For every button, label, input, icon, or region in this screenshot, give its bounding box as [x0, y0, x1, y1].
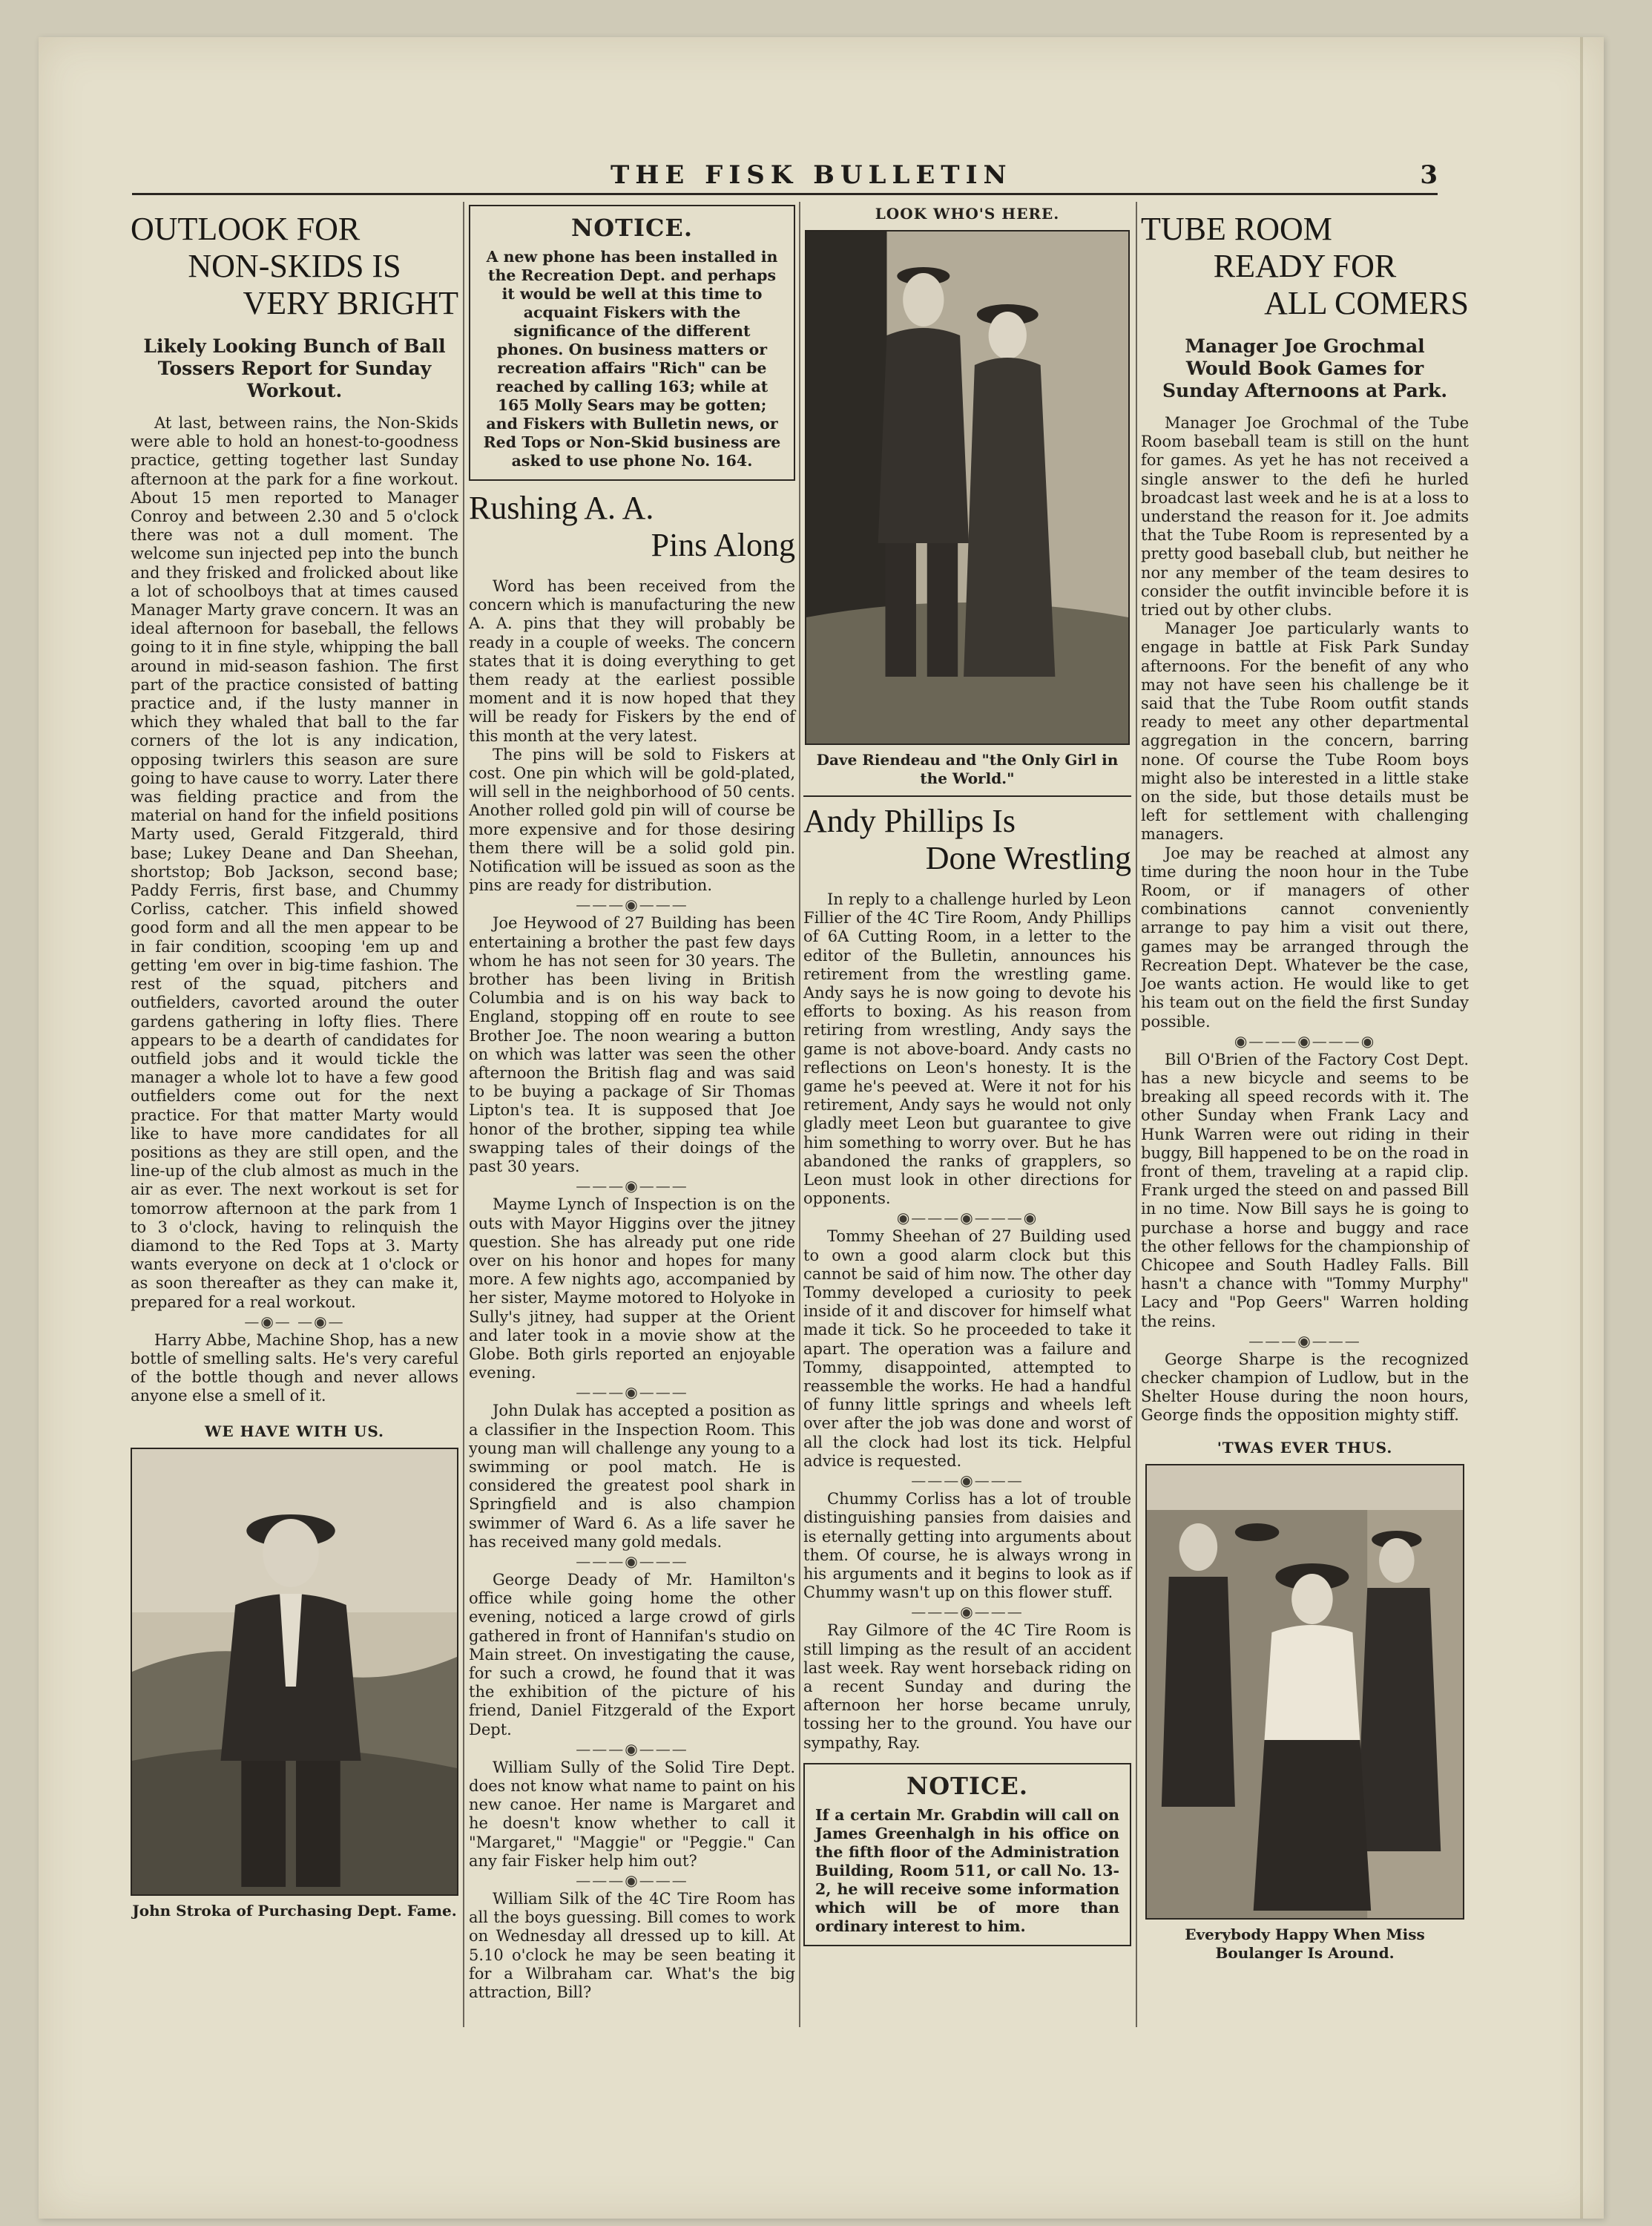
column-rule — [1136, 202, 1137, 2027]
photo-heading: WE HAVE WITH US. — [204, 1422, 385, 1440]
fisk-emblem-icon: ———◉——— — [1248, 1331, 1361, 1350]
item-abbe: Harry Abbe, Machine Shop, has a new bottle of smelling salts. He's very careful of the bottle though and never allows anyone else a smell of it. — [131, 1330, 458, 1405]
article-pins-1: Word has been received from the concern which is manufacturing the new A. A. pins that they will probably be ready in a couple of weeks. The concern states that it is doing everything to get them ready at the earliest possible moment and it is now hoped that they will be ready for Fiskers by the end of this month at the very latest. — [469, 577, 795, 745]
subhead-tube-room: Manager Joe Grochmal Would Book Games for Sunday Afternoons at Park. — [1162, 335, 1448, 401]
masthead: THE FISK BULLETIN — [611, 160, 1013, 190]
page-number: 3 — [1420, 160, 1438, 190]
column-4 — [1141, 205, 1469, 1963]
photo-image — [1147, 1465, 1463, 1918]
fisk-emblem-icon: ———◉——— — [576, 1177, 688, 1195]
page-header — [132, 160, 1438, 195]
notice-body: If a certain Mr. Grabdin will call on James Greenhalgh in his office on the fifth floor of the Administration Building, Room 511, or call No. 13-2, he will receive some information which will be of more than ordinary interest to him. — [815, 1805, 1119, 1935]
fisk-emblem-icon: ———◉——— — [911, 1603, 1024, 1621]
article-non-skids: At last, between rains, the Non-Skids were able to hold an honest-to-goodness practice, getting together last Sunday afternoon at the park for a fine workout. About 15 men reported to Manager Conroy and between 2.30 and 5 o'clock there was not a dull moment. The welcome sun injected pep into the bunch and they frisked and frolicked about like a lot of schoolboys that at times caused Manager Marty grave concern. It was an ideal afternoon for baseball, the fellows going to it in fine style, whipping the ball around in mid-season fashion. The first part of the practice consisted of batting practice and, if the lusty manner in which they whaled that ball to the far corners of the lot is any indication, opposing twirlers this season are sure going to have cause to worry. Later there was fielding practice and from the material on hand for the infield positions Marty used, Gerald Fitzgerald, third base; Lukey Deane and Dan Sheehan, shortstop; Bob Jackson, second base; Paddy Ferris, first base, and Chummy Corliss, catcher. This infield showed good form and all the men appear to be in fair condition, scooping 'em up and getting 'em over in big-time fashion. The rest of the squad, pitchers and outfielders, cavorted around the outer gardens gathering in lofty flies. There appears to be a dearth of candidates for outfield jobs and it would tickle the manager a whole lot to have a few good outfielders come out for the next practice. For that matter Marty would like to have more candidates for all positions as they are still open, and the line-up of the club almost as much in the air as ever. The next workout is set for tomorrow afternoon at the park from 1 to 3 o'clock, having to relinquish the diamond to the Red Tops at 3. Marty wants everyone on deck at 1 o'clock or as soon thereafter as they can make it, prepared for a real workout. — [131, 414, 458, 1311]
photo-image — [132, 1449, 457, 1894]
headline-line: Pins Along — [651, 527, 795, 563]
notice-body: A new phone has been installed in the Recreation Dept. and perhaps it would be well at this time to acquaint Fiskers with the significance of the different phones. On business matters or recreation affairs "Rich" can be reached by calling 163; while at 165 Molly Sears may be gotten; and Fiskers with Bulletin news, or Red Tops or Non-Skid business are asked to use phone No. 164. — [483, 248, 781, 470]
headline-line: NON-SKIDS IS — [188, 248, 401, 284]
fisk-emblem-icon: ———◉——— — [576, 1739, 688, 1758]
photo-miss-boulanger — [1145, 1464, 1464, 1920]
headline-pins — [469, 490, 795, 564]
headline-line: Andy Phillips Is — [803, 803, 1016, 839]
subhead-non-skids: Likely Looking Bunch of Ball Tossers Report for Sunday Workout. — [143, 335, 446, 401]
column-rule — [799, 202, 800, 2027]
headline-line: OUTLOOK FOR — [131, 211, 361, 247]
photo-heading: 'TWAS EVER THUS. — [1217, 1438, 1393, 1457]
item-sharpe: George Sharpe is the recognized checker champion of Ludlow, but in the Shelter House during the noon hours, George finds the opposition mighty stiff. — [1141, 1350, 1469, 1425]
column-rule — [463, 202, 464, 2027]
item-corliss: Chummy Corliss has a lot of trouble distinguishing pansies from daisies and is eternally getting into arguments about them. Of course, he is always wrong in his arguments and it begins to look as if Chummy wasn't up on this flower stuff. — [803, 1490, 1131, 1602]
photo-caption: Dave Riendeau and "the Only Girl in the World." — [816, 751, 1119, 787]
notice-box-phone — [469, 205, 795, 481]
item-lynch: Mayme Lynch of Inspection is on the outs with Mayor Higgins over the jitney question. She has already put one ride over on his honor and hopes for many more. A few nights ago, accompanied by her sister, Mayme motored to Holyoke in Sully's jitney, had supper at the Orient and later took in a movie show at the Globe. Both girls reported an enjoyable evening. — [469, 1195, 795, 1382]
column-2 — [469, 205, 795, 2002]
fisk-emblem-icon: —◉— —◉— — [244, 1312, 345, 1330]
item-sheehan: Tommy Sheehan of 27 Building used to own a good alarm clock but this cannot be said of him now. The other day Tommy developed a curiosity to peek inside of it and discover for himself what made it tick. So he proceeded to take it apart. The operation was a failure and Tommy, disappointed, attempted to reassemble the works. He had a handful of funny little springs and wheels left over after the job was done and worst of all the clock had lost its tick. Helpful advice is requested. — [803, 1227, 1131, 1470]
article-tube-room-3: Joe may be reached at almost any time during the noon hour in the Tube Room, or if managers of other combinations cannot conveniently arrange to pay him a visit out there, games may be arranged through the Recreation Dept. Whatever be the case, Joe wants action. He would like to get his team out on the field the first Sunday possible. — [1141, 844, 1469, 1031]
headline-line: Done Wrestling — [925, 840, 1131, 876]
item-silk: William Silk of the 4C Tire Room has all the boys guessing. Bill comes to work on Wednesday all dressed up to kill. At 5.10 o'clock he may be seen beating it for a Wilbraham car. What's the big attraction, Bill? — [469, 1890, 795, 2002]
article-tube-room-2: Manager Joe particularly wants to engage in battle at Fisk Park Sunday afternoons. For the benefit of any who may not have seen his challenge be it said that the Tube Room outfit stands ready to meet any other departmental aggregation in the concern, barring none. Of course the Tube Room boys might also be interested in a little stake on the side, but those details must be left for settlement with challenging managers. — [1141, 620, 1469, 844]
headline-line: READY FOR — [1213, 248, 1397, 284]
fisk-emblem-icon: ———◉——— — [576, 896, 688, 914]
fisk-emblem-icon: ———◉——— — [576, 1871, 688, 1889]
article-andy: In reply to a challenge hurled by Leon Fillier of the 4C Tire Room, Andy Phillips of 6A Cutting Room, in a letter to the editor of the Bulletin, announces his retirement from the wrestling game. Andy says he is now going to devote his efforts to boxing. As his reason from retiring from wrestling, Andy says the game is not above-board. Andy casts no reflections on Leon's honesty. It is the game he's peeved at. Were it not for his retirement, Andy says he would not only gladly meet Leon but guarantee to give him something to worry over. But he has abandoned the ranks of grapplers, so Leon must look in other directions for opponents. — [803, 890, 1131, 1208]
page-fold — [1580, 37, 1583, 2219]
column-1 — [131, 205, 458, 1920]
notice-box-grabdin — [803, 1763, 1131, 1946]
photo-john-stroka — [131, 1448, 458, 1896]
photo-heading: LOOK WHO'S HERE. — [875, 205, 1060, 223]
fisk-emblem-icon: ———◉——— — [911, 1471, 1024, 1490]
headline-non-skids — [131, 211, 458, 322]
item-sully: William Sully of the Solid Tire Dept. does not know what name to paint on his new canoe. Her name is Margaret and he doesn't know whether to call it "Margaret," "Maggie" or "Peggie." Can any fair Fisker help him out? — [469, 1758, 795, 1870]
photo-dave-riendeau — [805, 230, 1130, 745]
notice-title: NOTICE. — [906, 1771, 1028, 1800]
notice-title: NOTICE. — [571, 214, 693, 242]
item-obrien: Bill O'Brien of the Factory Cost Dept. has a new bicycle and seems to be breaking all speed records with it. The other Sunday when Frank Lacy and Hunk Warren were out riding in their buggy, Bill happened to be on the road in front of them, traveling at a rapid clip. Frank urged the steed on and passed Bill in no time. Now Bill says he is going to purchase a horse and buggy and race the other fellows for the championship of Chicopee and South Hadley Falls. Bill hasn't a chance with "Tommy Murphy" Lacy and "Pop Geers" Warren holding the reins. — [1141, 1050, 1469, 1330]
headline-andy — [803, 803, 1131, 877]
item-dulak: John Dulak has accepted a position as a classifier in the Inspection Room. This young man will challenge any young to a swimming or pool match. He is considered the greatest pool shark in Springfield and is also champion swimmer of Ward 6. As a life saver he has received many gold medals. — [469, 1402, 795, 1551]
article-pins-2: The pins will be sold to Fiskers at cost. One pin which will be gold-plated, will sell in the neighborhood of 50 cents. Another rolled gold pin will of course be more expensive and for those desiring them there will be a solid gold pin. Notification will be issued as soon as the pins are ready for distribution. — [469, 745, 795, 895]
headline-line: TUBE ROOM — [1141, 211, 1332, 247]
item-heywood: Joe Heywood of 27 Building has been entertaining a brother the past few days whom he has not seen for 30 years. The brother has been living in British Columbia and is on his way back to England, stopping off en route to see Brother Joe. The noon wearing a button on which was latter was seen the other afternoon the British flag and was said to be buying a package of Sir Thomas Lipton's tea. It is supposed that Joe honor of the brother, sipping tea while swapping tales of their doings of the past 30 years. — [469, 914, 795, 1176]
fisk-emblem-icon: ◉———◉———◉ — [1234, 1031, 1376, 1050]
headline-line: ALL COMERS — [1264, 285, 1469, 321]
headline-line: VERY BRIGHT — [243, 285, 458, 321]
item-deady: George Deady of Mr. Hamilton's office while going home the other evening, noticed a large crowd of girls gathered in front of Hannifan's studio on Main street. On investigating the cause, for such a crowd, he found that it was the exhibition of the picture of his friend, Daniel Fitzgerald of the Export Dept. — [469, 1570, 795, 1739]
column-3 — [803, 205, 1131, 1946]
headline-line: Rushing A. A. — [469, 490, 654, 526]
fisk-emblem-icon: ◉———◉———◉ — [896, 1209, 1039, 1227]
article-tube-room-1: Manager Joe Grochmal of the Tube Room baseball team is still on the hunt for games. As yet he has not received a single answer to the defi he hurled broadcast last week and he is at a loss to understand the reason for it. Joe admits that the Tube Room is represented by a pretty good baseball club, but neither he nor any member of the team desires to consider the outfit invincible before it is tried out by other clubs. — [1141, 414, 1469, 620]
headline-tube-room — [1141, 211, 1469, 322]
fisk-emblem-icon: ———◉——— — [576, 1552, 688, 1570]
item-gilmore: Ray Gilmore of the 4C Tire Room is still limping as the result of an accident last week. Ray went horseback riding on a recent Sunday and during the afternoon her horse became unruly, tossing her to the ground. You have our sympathy, Ray. — [803, 1621, 1131, 1752]
fisk-emblem-icon: ———◉——— — [576, 1383, 688, 1402]
photo-caption: John Stroka of Purchasing Dept. Fame. — [132, 1901, 457, 1920]
photo-image — [806, 232, 1128, 743]
photo-caption: Everybody Happy When Miss Boulanger Is Around. — [1185, 1925, 1425, 1962]
